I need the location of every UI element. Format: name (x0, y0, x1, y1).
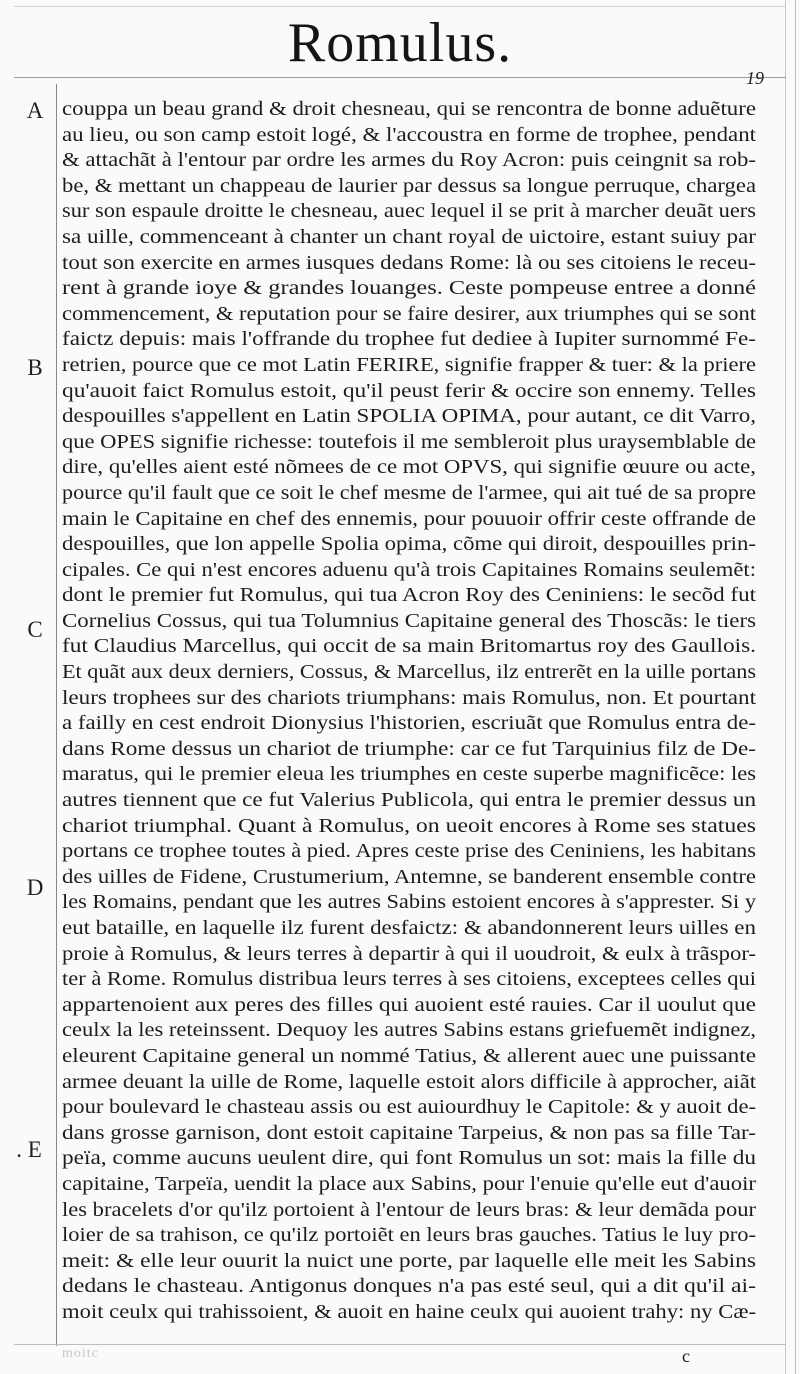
margin-letter-e: . E (16, 1137, 42, 1162)
text-line: dont le premier fut Romulus, qui tua Acron Roy des Ceniniens: le secõd fut (62, 584, 756, 607)
text-line: sur son espaule droitte le chesneau, auec lequel il se prit à marcher deuãt uers (62, 200, 756, 223)
text-line: retrien, pource que ce mot Latin FERIRE, signifie frapper & tuer: & la priere (62, 353, 756, 376)
show-through-text: moitc (62, 1346, 99, 1361)
body-text (62, 97, 758, 1326)
margin-letter-a: A (26, 98, 44, 123)
text-line: dedans le chasteau. Antigonus donques n'a pas esté seul, qui a dit qu'il ai- (62, 1275, 756, 1298)
text-line: Et quãt aux deux derniers, Cossus, & Marcellus, ilz entrerẽt en la uille portans (62, 661, 756, 684)
header-rule (14, 77, 786, 78)
text-line: couppa un beau grand & droit chesneau, qui se rencontra de bonne aduẽture (62, 98, 756, 120)
text-line: meit: & elle leur ouurit la nuict une porte, par laquelle elle meit les Sabins (62, 1249, 756, 1272)
text-line: tout son exercite en armes iusques dedans Rome: là ou ses citoiens le receu- (62, 251, 756, 274)
text-line: les bracelets d'or qu'ilz portoient à l'entour de leurs bras: & leur demãda pour (62, 1198, 756, 1221)
margin-letter-b: B (27, 355, 43, 380)
top-rule (14, 6, 786, 7)
page-edge-outer (795, 0, 796, 1374)
text-line: cipales. Ce qui n'est encores aduenu qu'à trois Capitaines Romains seulemẽt: (62, 558, 756, 581)
text-line: appartenoient aux peres des filles qui auoient esté rauies. Car il uoulut que (62, 993, 756, 1016)
text-line: peïa, comme aucuns ueulent dire, qui font Romulus un sot: mais la fille du (62, 1147, 756, 1170)
text-line: chariot triumphal. Quant à Romulus, on ueoit encores à Rome ses statues (62, 814, 756, 837)
text-line: autres tiennent que ce fut Valerius Publicola, qui entra le premier dessus un (62, 789, 756, 812)
text-line: rent à grande ioye & grandes louanges. Ceste pompeuse entree a donné (62, 277, 756, 300)
text-line: main le Capitaine en chef des ennemis, pour pouuoir offrir ceste offrande de (62, 507, 757, 530)
text-line: leurs trophees sur des chariots triumphans: mais Romulus, non. Et pourtant (62, 686, 756, 709)
text-line: maratus, qui le premier eleua les triumphes en ceste superbe magnificẽce: les (62, 763, 756, 786)
text-line: despouilles, que lon appelle Spolia opima, cõme qui diroit, despouilles prin- (62, 533, 756, 556)
margin-rule (56, 84, 57, 1346)
text-line: fut Claudius Marcellus, qui occit de sa main Britomartus roy des Gaullois. (62, 635, 756, 658)
page-edge (785, 0, 786, 1374)
text-line: & attachãt à l'entour par ordre les armes du Roy Acron: puis ceingnit sa rob- (62, 149, 756, 172)
text-line: proie à Romulus, & leurs terres à departir à qui il uoudroit, & eulx à trãspor- (62, 942, 756, 965)
text-line: dans Rome dessus un chariot de triumphe: car ce fut Tarquinius filz de De- (62, 737, 756, 760)
text-line: capitaine, Tarpeïa, uendit la place aux Sabins, pour l'enuie qu'elle eut d'auoir (62, 1172, 757, 1195)
text-line: Cornelius Cossus, qui tua Tolumnius Capitaine general des Thoscãs: le tiers (62, 609, 757, 632)
text-line: qu'auoit faict Romulus estoit, qu'il peust ferir & occire son ennemy. Telles (62, 379, 756, 402)
running-title: Romulus. (287, 12, 513, 74)
text-line: pour boulevard le chasteau assis ou est auiourdhuy le Capitole: & y auoit de- (62, 1096, 757, 1119)
text-line: armee deuant la uille de Rome, laquelle estoit alors difficile à approcher, aiãt (62, 1070, 756, 1093)
text-line: des uilles de Fidene, Crustumerium, Antemne, se banderent ensemble contre (62, 865, 756, 888)
text-line: ter à Rome. Romulus distribua leurs terres à ses citoiens, exceptees celles qui (62, 968, 756, 991)
text-line: que OPES signifie richesse: toutefois il me sembleroit plus uraysemblable de (62, 430, 757, 453)
catchword: c (682, 1346, 690, 1366)
text-line: faictz depuis: mais l'offrande du trophee fut dediee à Iupiter surnommé Fe- (62, 328, 756, 351)
text-line: dans grosse garnison, dont estoit capitaine Tarpeius, & non pas sa fille Tar- (62, 1121, 756, 1144)
text-line: eleurent Capitaine general un nommé Tatius, & allerent auec une puissante (62, 1044, 756, 1067)
text-line: be, & mettant un chappeau de laurier par dessus sa longue perruque, chargea (62, 174, 756, 197)
text-line: loier de sa trahison, ce qu'ilz portoiẽt en leurs bras gauches. Tatius le luy pro- (62, 1224, 756, 1247)
margin-letter-c: C (27, 617, 43, 642)
text-line: les Romains, pendant que les autres Sabins estoient encores à s'apprester. Si y (62, 891, 757, 914)
text-line: eut bataille, en laquelle ilz furent desfaictz: & abandonnerent leurs uilles en (62, 917, 756, 939)
text-line: a failly en cest endroit Dionysius l'historien, escriuãt que Romulus entra de- (62, 712, 756, 735)
text-line: portans ce trophee toutes à pied. Apres ceste prise des Ceniniens, les habitans (62, 840, 756, 863)
text-line: pource qu'il fault que ce soit le chef mesme de l'armee, qui ait tué de sa propre (62, 481, 756, 504)
text-line: moit ceulx qui trahissoient, & auoit en haine ceulx qui auoient trahy: ny Cæ- (62, 1300, 756, 1323)
text-line: sa uille, commenceant à chanter un chant royal de uictoire, estant suiuy par (62, 225, 756, 248)
bottom-rule (14, 1344, 786, 1345)
text-line: despouilles s'appellent en Latin SPOLIA OPIMA, pour autant, ce dit Varro, (62, 405, 756, 428)
text-line: au lieu, ou son camp estoit logé, & l'accoustra en forme de trophee, pendant (62, 123, 756, 146)
text-line: dire, qu'elles aient esté nõmees de ce mot OPVS, qui signifie œuure ou acte, (62, 456, 756, 479)
text-line: ceulx la les reteinssent. Dequoy les autres Sabins estans griefuemẽt indignez, (62, 1019, 756, 1042)
page-number: 19 (746, 68, 764, 88)
margin-letter-d: D (26, 875, 44, 900)
text-line: commencement, & reputation pour se faire desirer, aux triumphes qui se sont (62, 302, 756, 325)
